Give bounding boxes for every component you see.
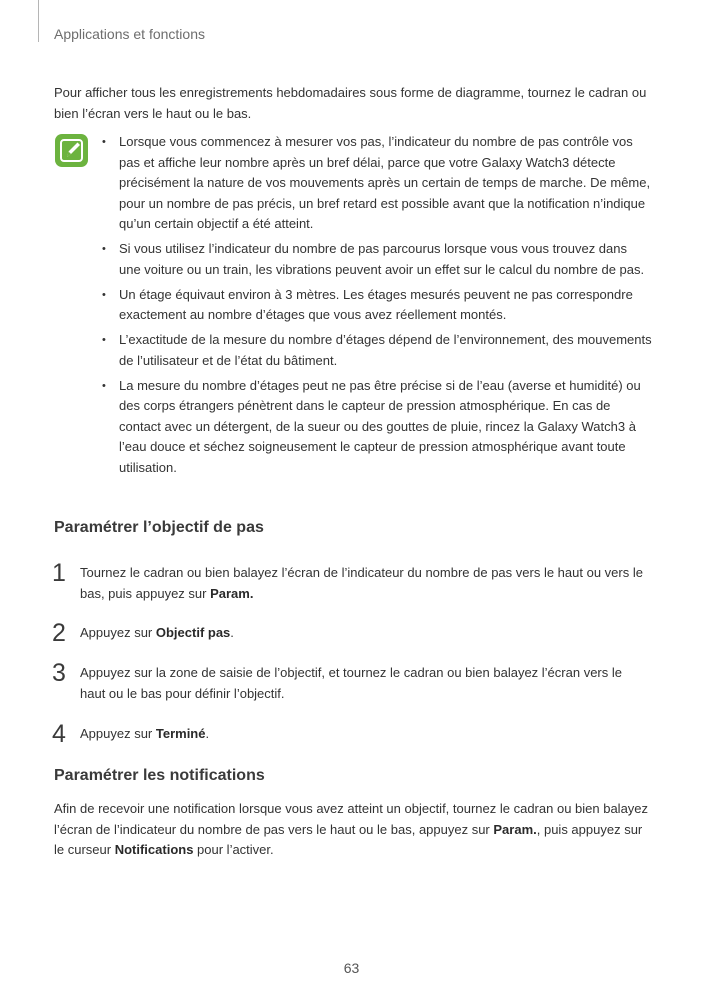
section-heading-step-goal: Paramétrer l’objectif de pas xyxy=(54,519,264,536)
note-item: • L’exactitude de la mesure du nombre d’étages dépend de l’environnement, des mouvements de l’utilisateur et de l’état du bâtiment. xyxy=(102,332,652,368)
note-pencil-icon xyxy=(55,134,88,167)
step-number: 1 xyxy=(52,559,66,587)
note-item: • Un étage équivaut environ à 3 mètres. Les étages mesurés peuvent ne pas correspondre exactement au nombre d’étages que vous avez réellement montés. xyxy=(102,286,633,322)
note-item: • La mesure du nombre d’étages peut ne pas être précise si de l’eau (averse et humidité) ou des corps étrangers pénètrent dans le capteur de pression atmosphérique. En cas de contact avec un détergent, de la sueur ou des gouttes de pluie, rincez la Galaxy Watch3 à l’eau douce et séchez soigneusement le capteur de pression atmosphérique avant toute utilisation. xyxy=(102,377,641,475)
notes-list xyxy=(100,132,652,483)
note-item: • Si vous utilisez l’indicateur du nombre de pas parcourus lorsque vous vous trouvez dans une voiture ou un train, les vibrations peuvent avoir un effet sur le calcul du nombre de pas. xyxy=(102,241,645,277)
page-number: 63 xyxy=(343,960,360,976)
step-number: 3 xyxy=(52,659,66,687)
section-heading-notifications: Paramétrer les notifications xyxy=(54,767,265,784)
step-text: Tournez le cadran ou bien balayez l’écran de l’indicateur du nombre de pas vers le haut ou vers le bas, puis appuyez sur Param. xyxy=(80,565,643,601)
step-number: 4 xyxy=(52,720,66,748)
header-rule xyxy=(38,0,39,42)
step-number: 2 xyxy=(52,619,66,647)
intro-paragraph: Pour afficher tous les enregistrements hebdomadaires sous forme de diagramme, tournez le cadran ou bien l’écran vers le haut ou le bas. xyxy=(54,85,647,121)
notifications-paragraph: Afin de recevoir une notification lorsque vous avez atteint un objectif, tournez le cadran ou bien balayez l’écran de l’indicateur du nombre de pas vers le haut ou le bas, appuyez sur Param., puis appuyez sur le curseur Notifications pour l’activer. xyxy=(54,801,649,857)
page-header-title: Applications et fonctions xyxy=(54,26,205,42)
step-text: Appuyez sur Objectif pas. xyxy=(80,625,234,640)
step-text: Appuyez sur Terminé. xyxy=(80,726,210,741)
note-item: • Lorsque vous commencez à mesurer vos pas, l’indicateur du nombre de pas contrôle vos pas et affiche leur nombre après un bref délai, parce que votre Galaxy Watch3 détecte précisément la nature de vos mouvements après un certain de temps de marche. De même, pour un nombre de pas précis, un bref retard est possible avant que la notification n’indique qu’un certain objectif a été atteint. xyxy=(102,134,651,231)
step-text: Appuyez sur la zone de saisie de l’objectif, et tournez le cadran ou bien balayez l’écran vers le haut ou le bas pour définir l’objectif. xyxy=(80,665,622,701)
